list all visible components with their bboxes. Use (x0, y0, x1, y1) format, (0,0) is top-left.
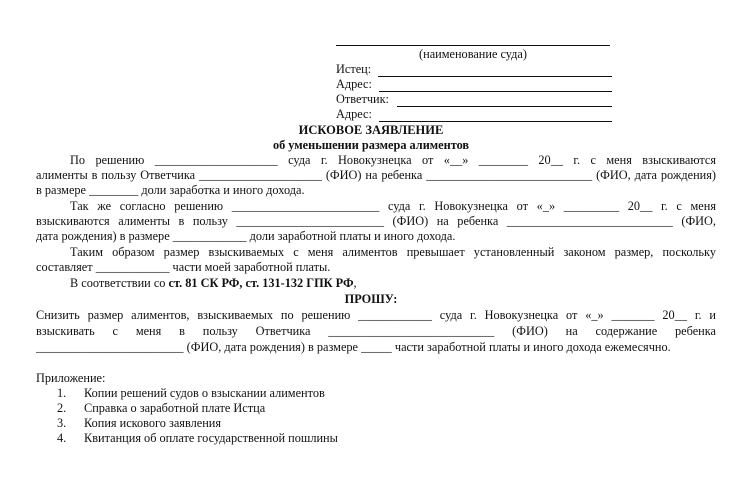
attachments-heading: Приложение: (36, 371, 106, 385)
paragraph-2-line-3: дата рождения) в размере ____________ доли заработной платы и иного дохода. (36, 229, 456, 243)
court-name-caption: (наименование суда) (419, 47, 527, 61)
attachment-number: 4. (57, 431, 67, 445)
attachment-item: Копия искового заявления (84, 416, 222, 430)
request-line-1: Снизить размер алиментов, взыскиваемых по решению ____________ суда г. Новокузнецка от «_» _______ 20__ г. и (36, 308, 716, 322)
document-title: ИСКОВОЕ ЗАЯВЛЕНИЕ (298, 123, 444, 137)
defendant-label: Ответчик: (336, 92, 389, 106)
document-subtitle: об уменьшении размера алиментов (272, 138, 470, 152)
request-heading: ПРОШУ: (344, 292, 398, 306)
attachment-number: 2. (57, 401, 67, 415)
paragraph-3-line-1: Таким образом размер взыскиваемых с меня алиментов превышает установленный законом размер, поскольку (70, 245, 716, 259)
attachment-number: 1. (57, 386, 67, 400)
attachment-item: Справка о заработной плате Истца (84, 401, 266, 415)
attachment-item: Копии решений судов о взыскании алиментов (84, 386, 325, 400)
defendant-address-line (379, 121, 612, 122)
defendant-address-label: Адрес: (336, 107, 372, 121)
plaintiff-line (378, 76, 612, 77)
legal-basis-line (70, 276, 357, 291)
paragraph-2-line-2: взыскиваются алименты в пользу ________________________ (ФИО) на ребенка ___________________________ (ФИО, (36, 214, 716, 228)
attachment-item: Квитанция об оплате государственной пошлины (84, 431, 338, 445)
attachment-number: 3. (57, 416, 67, 430)
paragraph-1-line-2: алименты в пользу Ответчика ____________________ (ФИО) на ребенка ___________________________ (ФИО, дата рождения) (36, 168, 716, 182)
request-line-3: ________________________ (ФИО, дата рождения) в размере _____ части заработной платы и иного дохода ежемесячно. (36, 340, 671, 354)
court-name-line (336, 45, 610, 46)
plaintiff-label: Истец: (336, 62, 372, 76)
defendant-line (397, 106, 612, 107)
paragraph-2-line-1: Так же согласно решению ________________________ суда г. Новокузнецка от «_» _________ 20__ г. с меня (70, 199, 716, 213)
paragraph-1-line-1: По решению ____________________ суда г. Новокузнецка от «__» ________ 20__ г. с меня взыскиваются (70, 153, 716, 167)
request-line-2: взыскивать с меня в пользу Ответчика ___________________________ (ФИО) на содержание ребенка (36, 324, 716, 338)
plaintiff-address-label: Адрес: (336, 77, 372, 91)
paragraph-3-line-2: составляет ____________ части моей заработной платы. (36, 260, 331, 274)
legal-basis-suffix: , (353, 276, 357, 290)
plaintiff-address-line (379, 91, 612, 92)
legal-basis-prefix: В соответствии со (70, 276, 169, 290)
legal-basis-articles: ст. 81 СК РФ, ст. 131-132 ГПК РФ (168, 276, 354, 290)
paragraph-1-line-3: в размере ________ доли заработка и иного дохода. (36, 183, 305, 197)
